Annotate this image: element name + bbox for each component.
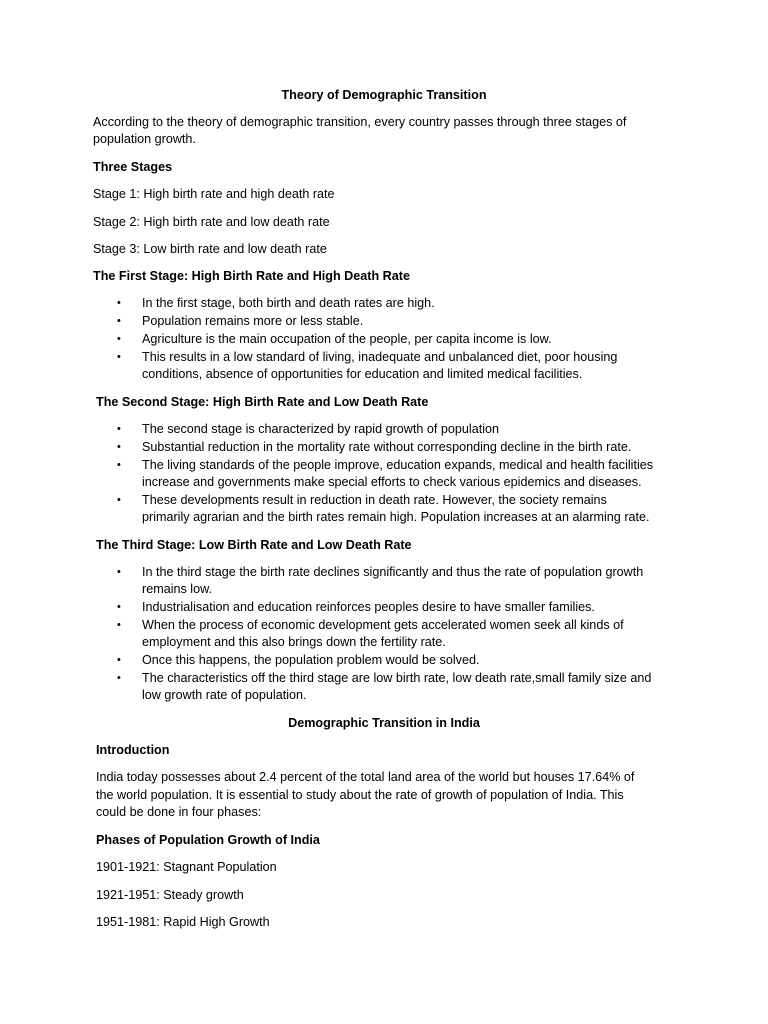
bullet-marker: • [117, 297, 121, 309]
india-intro-line-1: India today possesses about 2.4 percent of the total land area of the world but houses 17.64% of [96, 770, 635, 784]
phase-item-3: 1951-1981: Rapid High Growth [96, 915, 270, 929]
stage-item-1: Stage 1: High birth rate and high death rate [93, 187, 335, 201]
first-stage-bullet-4-line-1: This results in a low standard of living, inadequate and unbalanced diet, poor housing [142, 350, 618, 364]
third-stage-heading: The Third Stage: Low Birth Rate and Low Death Rate [96, 538, 412, 552]
bullet-marker: • [117, 459, 121, 471]
bullet-marker: • [117, 566, 121, 578]
bullet-marker: • [117, 351, 121, 363]
third-stage-bullet-3-line-1: When the process of economic development gets accelerated women seek all kinds of [142, 618, 624, 632]
phase-item-1: 1901-1921: Stagnant Population [96, 860, 277, 874]
india-intro-line-3: could be done in four phases: [96, 805, 262, 819]
bullet-marker: • [117, 333, 121, 345]
second-stage-bullet-4-line-1: These developments result in reduction in death rate. However, the society remains [142, 493, 607, 507]
phases-heading: Phases of Population Growth of India [96, 833, 320, 847]
second-stage-bullet-3-line-2: increase and governments make special efforts to check various epidemics and diseases. [142, 475, 642, 489]
first-stage-heading: The First Stage: High Birth Rate and High Death Rate [93, 269, 410, 283]
india-intro-line-2: the world population. It is essential to study about the rate of growth of population of India. This [96, 788, 624, 802]
third-stage-bullet-1-line-2: remains low. [142, 582, 212, 596]
second-stage-bullet-3-line-1: The living standards of the people improve, education expands, medical and health facilities [142, 458, 654, 472]
first-stage-bullet-2: Population remains more or less stable. [142, 314, 364, 328]
stage-item-2: Stage 2: High birth rate and low death rate [93, 215, 330, 229]
bullet-marker: • [117, 423, 121, 435]
india-section-title: Demographic Transition in India [288, 716, 480, 730]
second-stage-bullet-4-line-2: primarily agrarian and the birth rates remain high. Population increases at an alarming rate. [142, 510, 650, 524]
third-stage-bullet-4: Once this happens, the population problem would be solved. [142, 653, 480, 667]
intro-line-2: population growth. [93, 132, 196, 146]
third-stage-bullet-2: Industrialisation and education reinforces peoples desire to have smaller families. [142, 600, 595, 614]
third-stage-bullet-5-line-1: The characteristics off the third stage are low birth rate, low death rate,small family size and [142, 671, 652, 685]
bullet-marker: • [117, 494, 121, 506]
three-stages-heading: Three Stages [93, 160, 173, 174]
bullet-marker: • [117, 601, 121, 613]
bullet-marker: • [117, 441, 121, 453]
third-stage-bullet-3-line-2: employment and this also brings down the fertility rate. [142, 635, 446, 649]
introduction-heading: Introduction [96, 743, 170, 757]
bullet-marker: • [117, 672, 121, 684]
bullet-marker: • [117, 315, 121, 327]
second-stage-bullet-1: The second stage is characterized by rapid growth of population [142, 422, 500, 436]
first-stage-bullet-4-line-2: conditions, absence of opportunities for education and limited medical facilities. [142, 367, 583, 381]
third-stage-bullet-1-line-1: In the third stage the birth rate declines significantly and thus the rate of population growth [142, 565, 644, 579]
document-title: Theory of Demographic Transition [281, 88, 487, 102]
first-stage-bullet-1: In the first stage, both birth and death rates are high. [142, 296, 435, 310]
phase-item-2: 1921-1951: Steady growth [96, 888, 244, 902]
bullet-marker: • [117, 654, 121, 666]
bullet-marker: • [117, 619, 121, 631]
stage-item-3: Stage 3: Low birth rate and low death rate [93, 242, 327, 256]
intro-line-1: According to the theory of demographic transition, every country passes through three stages of [93, 115, 627, 129]
second-stage-heading: The Second Stage: High Birth Rate and Low Death Rate [96, 395, 429, 409]
first-stage-bullet-3: Agriculture is the main occupation of the people, per capita income is low. [142, 332, 552, 346]
second-stage-bullet-2: Substantial reduction in the mortality rate without corresponding decline in the birth rate. [142, 440, 632, 454]
third-stage-bullet-5-line-2: low growth rate of population. [142, 688, 307, 702]
